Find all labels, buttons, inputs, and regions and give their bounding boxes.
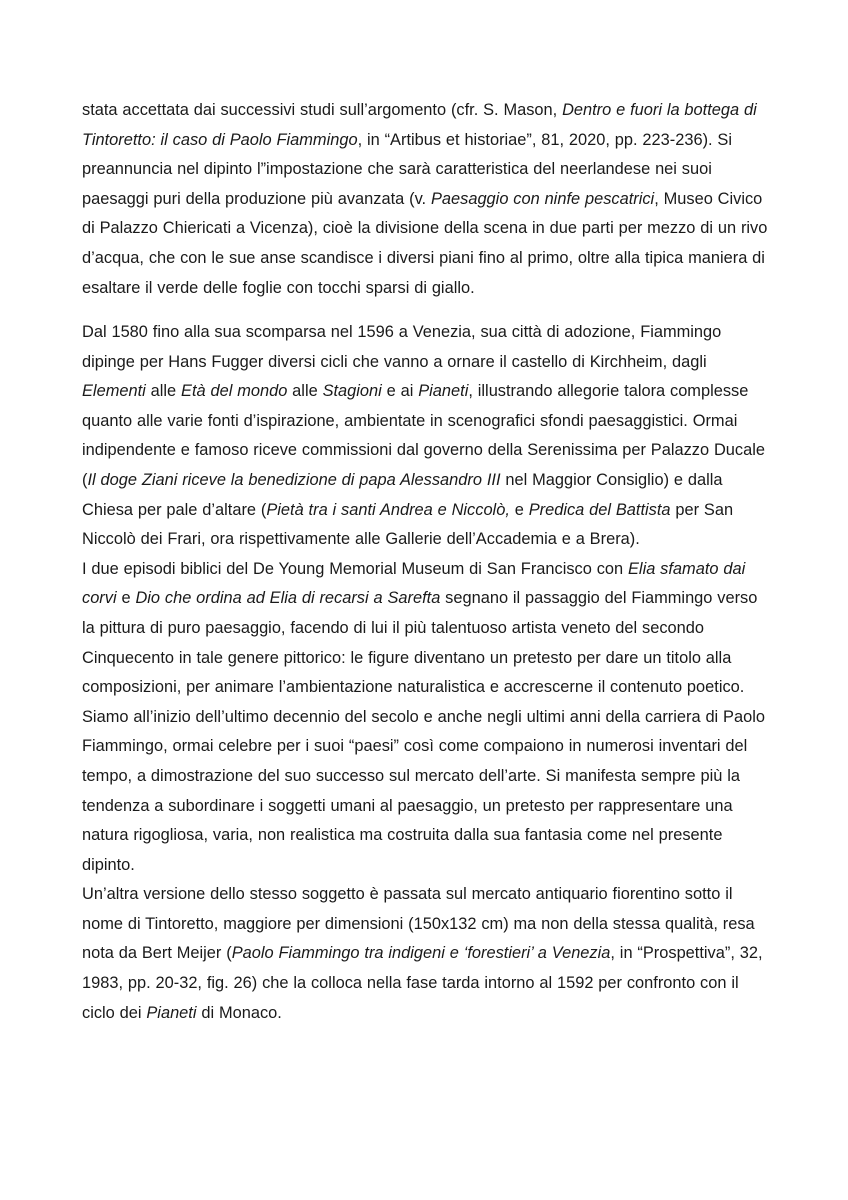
italic-title-run: Pianeti [418,382,469,401]
italic-title-run: Dio che ordina ad Elia di recarsi a Sarefta [135,589,441,608]
italic-title-run: Predica del Battista [528,500,671,519]
text-run: , Museo Civico di Palazzo Chiericati a Vicenza), cioè la divisione della scena in due parti per mezzo di un rivo d’acqua, che con le sue anse scandisce i diversi piani fino al primo, oltre alla tipica maniera di esaltare il verde delle foglie con tocchi sparsi di giallo. [82,189,768,297]
italic-title-run: Elia sfamato dai corvi [82,559,746,608]
text-run: I due episodi biblici del De Young Memorial Museum di San Francisco con [82,559,628,578]
text-run: alle [145,382,182,401]
text-run: e [116,589,136,608]
italic-title-run: Elementi [82,382,146,401]
text-run: Dal 1580 fino alla sua scomparsa nel 1596 a Venezia, sua città di adozione, Fiammingo dipinge per Hans Fugger diversi cicli che vanno a ornare il castello di Kirchheim, dagli [82,323,722,371]
italic-title-run: Pianeti [146,1003,197,1022]
text-run: nel Maggior Consiglio) e dalla Chiesa per pale d’altare ( [82,470,723,519]
italic-title-run: Stagioni [322,382,382,401]
paragraph-fiammingo-career [82,318,772,1028]
text-run: , in “Prospettiva”, 32, 1983, pp. 20-32, fig. 26) che la colloca nella fase tarda intorno al 1592 per confronto con il ciclo dei [82,944,763,1022]
italic-title-run: Il doge Ziani riceve la benedizione di papa Alessandro III [87,470,501,489]
italic-title-run: Paesaggio con ninfe pescatrici [430,189,655,208]
text-run: stata accettata dai successivi studi sull’argomento (cfr. S. Mason, [82,101,563,119]
text-run: alle [287,382,323,401]
italic-title-run: Età del mondo [181,382,288,401]
italic-title-run: Dentro e fuori la bottega di Tintoretto: il caso di Paolo Fiammingo [82,101,757,149]
text-run: , in “Artibus et historiae”, 81, 2020, pp. 223-236). Si preannuncia nel dipinto l”impostazione che sarà caratteristica del neerlandese nei suoi paesaggi puri della produzione più avanzata (v. [82,130,733,208]
paragraph-continuation [82,96,772,303]
italic-title-run: Pietà tra i santi Andrea e Niccolò, [266,500,510,519]
text-run: e [509,500,529,519]
text-run: e ai [381,382,419,401]
text-run: per San Niccolò dei Frari, ora rispettivamente alle Gallerie dell’Accademia e a Brera). [82,500,734,549]
italic-title-run: Paolo Fiammingo tra indigeni e ‘forestieri’ a Venezia [231,944,611,963]
text-run: di Monaco. [196,1003,282,1022]
text-run: , illustrando allegorie talora complesse quanto alle varie fonti d’ispirazione, ambientate in scenografici sfondi paesaggistici. Ormai indipendente e famoso riceve commissioni dal governo della Serenissima per Palazzo Ducale ( [82,382,765,489]
text-run: Un’altra versione dello stesso soggetto è passata sul mercato antiquario fiorentino sotto il nome di Tintoretto, maggiore per dimensioni (150x132 cm) ma non della stessa qualità, resa nota da Bert Meijer ( [82,885,755,963]
text-run: segnano il passaggio del Fiammingo verso la pittura di puro paesaggio, facendo di lui il più talentuoso artista veneto del secondo Cinquecento in tale genere pittorico: le figure diventano un pretesto per dare un titolo alla composizioni, per animare l’ambientazione naturalistica e accrescerne il contenuto poetico. Siamo all’inizio dell’ultimo decennio del secolo e anche negli ultimi anni della carriera di Paolo Fiammingo, ormai celebre per i suoi “paesi” così come compaiono in numerosi inventari del tempo, a dimostrazione del suo successo sul mercato dell’arte. Si manifesta sempre più la tendenza a subordinare i soggetti umani al paesaggio, un pretesto per rappresentare una natura rigogliosa, varia, non realistica ma costruita dalla sua fantasia come nel presente dipinto. [82,589,765,874]
